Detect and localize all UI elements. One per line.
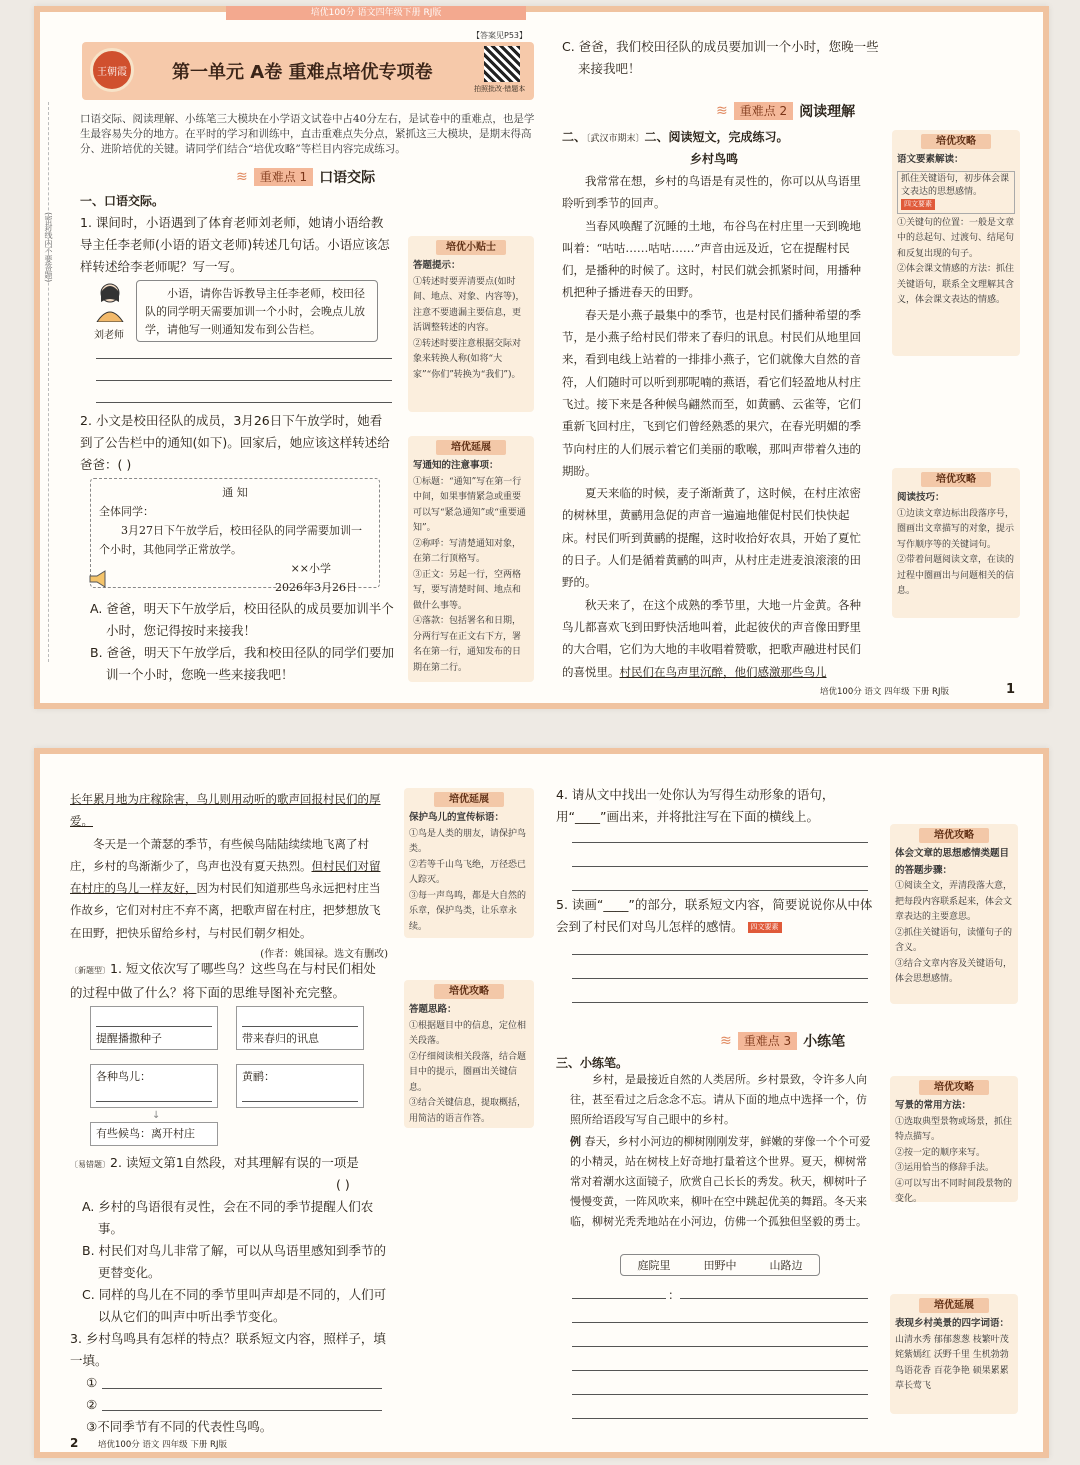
key-point-title: 阅读理解 <box>799 104 856 120</box>
extension-item: ③正文：另起一行，空两格写，要写清楚时间、地点和做什么事等。 <box>413 569 522 611</box>
notice-body: 3月27日下午放学后，校田径队的同学需要加训一个小时，其他同学正常放学。 <box>99 524 362 556</box>
key-point-title: 口语交际 <box>319 170 376 186</box>
question-2: 〔易错题〕2. 读短文第1自然段，对其理解有误的一项是 <box>70 1155 359 1170</box>
strategy-heading: 体会文章的思想感情类题目的答题步骤： <box>895 848 1010 876</box>
answer-line[interactable] <box>96 358 392 359</box>
location-option[interactable]: 庭院里 <box>637 1259 671 1272</box>
notice-title: 通 知 <box>222 486 248 499</box>
wave-icon: ≋ <box>720 1033 732 1049</box>
writing-prompt: 乡村，是最接近自然的人类居所。乡村景致，令许多人向往，甚至看过之后念念不忘。请从下面的地点中选择一个，仿照所给语段写写自己眼中的乡村。 <box>570 1073 867 1126</box>
key-point-tag: 重难点 3 <box>738 1032 797 1050</box>
word-list: 山清水秀 郁郁葱葱 枝繁叶茂 姹紫嫣红 沃野千里 生机勃勃 鸟语花香 百花争艳 硕果累累 草长莺飞 <box>895 1334 1009 1391</box>
location-options <box>620 1254 820 1276</box>
example-label: 例 <box>570 1135 581 1148</box>
paragraph: 秋天来了，在这个成熟的季节里，大地一片金黄。各种鸟儿都喜欢飞到田野快活地叫着，此起彼伏的声音像田野里的大合唱，它们为大地的丰收唱着赞歌，把歌声融进村民们的喜悦里。村民们在鸟声里沉醉，他们感激那些鸟儿 <box>562 597 861 679</box>
binding-line <box>48 102 49 662</box>
strategy-item: ①根据题目中的信息，定位相关段落。 <box>409 1020 527 1046</box>
strategy-heading: 阅读技巧： <box>897 492 945 503</box>
section-title: 一、口语交际。 <box>80 194 165 208</box>
answer-line[interactable] <box>102 1388 382 1389</box>
extension-item: ①标题：“通知”写在第一行中间，如果事情紧急或重要可以写“紧急通知”或“重要通知”。 <box>413 476 526 533</box>
extension-heading: 表现乡村美景的四字词语： <box>895 1318 1010 1329</box>
strategy-item: ②仔细阅读相关段落，结合题目中的提示，圈画出关键信息。 <box>409 1051 527 1093</box>
paragraph: 长年累月地为庄稼除害，鸟儿则用动听的歌声回报村民们的厚爱。 <box>70 792 381 829</box>
title-line[interactable] <box>572 1298 666 1299</box>
extension-heading: 保护鸟儿的宣传标语： <box>409 812 505 823</box>
extension-title: 培优延展 <box>919 1298 989 1313</box>
extension-item: ①鸟是人类的朋友，请保护鸟类。 <box>409 828 527 854</box>
blank-text: ③不同季节有不同的代表性鸟鸣。 <box>86 1419 273 1434</box>
strategy-item: ①边读文章边标出段落序号，圈画出文章描写的对象，提示写作顺序等的关键词句。 <box>897 508 1015 550</box>
footer: 培优100分 语文 四年级 下册 RJ版 <box>820 687 949 697</box>
extension-item: ③每一声鸟鸣，都是大自然的乐章，保护鸟类，让乐章永续。 <box>409 890 527 932</box>
location-option[interactable]: 田野中 <box>703 1259 737 1272</box>
wave-icon: ≋ <box>236 169 248 185</box>
strategy-item: ②抓住关键语句，读懂句子的含义。 <box>895 927 1013 953</box>
example-paragraph: 例 春天，乡村小河边的柳树刚刚发芽，鲜嫩的芽像一个个可爱的小精灵，站在树枝上好奇地打量着这个世界。夏天，柳树常常对着潮水这面镜子，欣赏自己长长的秀发。秋天，柳树叶子慢慢变黄，一阵风吹来，柳叶在空中跳起优美的舞蹈。冬天来临，柳树光秃秃地站在小河边，仿佛一个孤独但坚毅的勇士。 <box>570 1135 871 1228</box>
strategy-intro: 抓住关键语句，初步体会课文表达的思想感情。 四文要素 <box>897 171 1015 214</box>
margin-binding-text: (密封线内不要答题) <box>44 212 53 283</box>
extension-title: 培优延展 <box>436 440 506 455</box>
mindmap-node[interactable]: 提醒播撒种子 <box>90 1006 218 1050</box>
passage-continued <box>70 788 388 966</box>
answer-line[interactable] <box>572 890 868 891</box>
answer-line[interactable] <box>572 1418 868 1419</box>
strategy-item: ②带着问题阅读文章，在读的过程中圈画出与问题相关的信息。 <box>897 555 1015 596</box>
option-a[interactable]: A. 爸爸，明天下午放学后，校田径队的成员要加训半个小时，您记得按时来接我！ <box>90 601 394 638</box>
paragraph: 春天是小燕子最集中的季节，也是村民们播种希望的季节，是小燕子给村民们带来了春归的讯息。村民们从地里回来，看到电线上站着的一排排小燕子，它们就像大自然的音符，人们随时可以听到那呢喃的燕语，看它们轻盈地从村庄飞过。接下来是各种候鸟翩然而至，如黄鹂、云雀等，它们重新飞回村庄，飞到它们曾经熟悉的果穴，在春光明媚的季节向村庄的人们展示着它们美丽的歌喉，那叫声带着久违的期盼。 <box>562 307 861 478</box>
option-b[interactable]: B. 爸爸，明天下午放学后，我和校田径队的同学们要加训一个小时，您晚一些来接我吧！ <box>90 645 395 682</box>
key-point-2-heading <box>716 100 855 122</box>
question-tag: 〔易错题〕 <box>70 1160 110 1169</box>
mindmap-node[interactable]: 带来春归的讯息 <box>236 1006 364 1050</box>
extension-panel <box>404 788 534 938</box>
teacher-name: 刘老师 <box>94 330 124 341</box>
strategy-title: 培优攻略 <box>921 134 991 149</box>
question-1: 1. 课间时，小语遇到了体育老师刘老师，她请小语给教导主任李老师(小语的语文老师)转述几句话。小语应该怎样转述给李老师呢？写一写。 <box>80 215 390 274</box>
brand-logo: 王朝霞 <box>90 48 134 92</box>
strategy-title: 培优攻略 <box>919 1080 989 1095</box>
page-1 <box>34 6 1049 709</box>
answer-line[interactable] <box>572 1322 868 1323</box>
strategy-panel <box>890 1076 1018 1202</box>
element-tag: 四文要素 <box>748 922 782 933</box>
qr-caption: 拍照批改·错题本 <box>474 85 526 93</box>
option-a[interactable]: A. 乡村的鸟语很有灵性，会在不同的季节提醒人们农事。 <box>82 1199 374 1236</box>
strategy-heading: 语文要素解读： <box>897 154 964 165</box>
key-point-tag: 重难点 1 <box>254 168 313 186</box>
extension-panel <box>890 1294 1018 1414</box>
strategy-item: ①关键句的位置：一般是文章中的总起句、过渡句、结尾句和反复出现的句子。 <box>897 217 1015 259</box>
strategy-title: 培优攻略 <box>919 828 989 843</box>
extension-title: 培优延展 <box>434 792 504 807</box>
element-tag: 四文要素 <box>901 199 935 210</box>
option-c[interactable]: C. 同样的鸟儿在不同的季节里叫声却是不同的，人们可以从它们的叫声中听出季节变化。 <box>82 1287 387 1324</box>
blank-label: ② <box>86 1397 98 1412</box>
strategy-panel <box>892 468 1020 618</box>
answer-line[interactable] <box>680 1298 868 1299</box>
passage <box>562 170 872 683</box>
key-point-1-heading <box>236 166 375 188</box>
answer-line[interactable] <box>572 866 868 867</box>
strategy-item: ④可以写出不同时间段景物的变化。 <box>895 1178 1013 1204</box>
source-tag: 〔武汉市期末〕 <box>586 134 645 144</box>
answer-parentheses[interactable]: ( ) <box>336 1177 350 1192</box>
strategy-item: ②体会课文情感的方法：抓住关键语句，联系全文理解其含义，体会课文表达的情感。 <box>897 264 1015 305</box>
header-tab: 培优100分 语文四年级下册 RJ版 <box>226 6 526 20</box>
page-number: 2 <box>70 1436 79 1450</box>
megaphone-icon <box>88 570 110 588</box>
question-1: 〔新题型〕1. 短文依次写了哪些鸟？这些鸟在与村民们相处的过程中做了什么？将下面的思维导图补充完整。 <box>70 961 376 1000</box>
key-point-title: 小练笔 <box>803 1034 846 1050</box>
answer-line[interactable] <box>572 954 868 955</box>
teacher-avatar <box>92 280 128 322</box>
strategy-title: 培优攻略 <box>434 984 504 999</box>
title-banner <box>82 42 534 100</box>
answer-line[interactable] <box>102 1410 382 1411</box>
notice-greeting: 全体同学： <box>99 505 154 518</box>
byline: (作者：姚国禄。选文有删改) <box>260 949 388 961</box>
answer-line[interactable] <box>572 842 868 843</box>
qr-code-icon[interactable] <box>484 46 520 82</box>
section-2-line: 二、〔武汉市期末〕二、阅读短文，完成练习。 <box>562 130 789 144</box>
paragraph: 当春风唤醒了沉睡的土地，布谷鸟在村庄里一天到晚地叫着：“咕咕……咕咕……”声音由远及近，它在提醒村民们，是播种的时候了。这时，村民们就会抓紧时间，用播种机把种子播进春天的田野。 <box>562 218 861 300</box>
answer-line[interactable] <box>572 978 868 979</box>
strategy-panel <box>404 980 534 1128</box>
tips-heading: 答题提示： <box>413 260 461 271</box>
speech-bubble: 小语，请你告诉教导主任李老师，校田径队的同学明天需要加训一个小时，会晚点儿放学，请他写一则通知发布到公告栏。 <box>136 280 378 342</box>
notice-signature: ××小学 <box>290 562 331 575</box>
paragraph: 冬天是一个萧瑟的季节，有些候鸟陆陆续续地飞离了村庄，乡村的鸟渐渐少了，鸟声也没有夏天热烈。但村民们对留在村庄的鸟儿一样友好，因为村民们知道那些鸟永远把村庄当作故乡，它们对村庄不弃不离，把歌声留在村庄，把梦想放飞在田野，把快乐留给乡村，与村民们朝夕相处。 <box>70 836 381 940</box>
strategy-panel <box>892 130 1020 356</box>
extension-panel <box>408 436 534 682</box>
strategy-heading: 写景的常用方法： <box>895 1100 972 1111</box>
answer-line[interactable] <box>572 1394 868 1395</box>
question-3: 3. 乡村鸟鸣具有怎样的特点？联系短文内容，照样子，填一填。 <box>70 1331 386 1368</box>
tips-panel <box>408 236 534 412</box>
notice-box <box>90 478 380 594</box>
answer-line[interactable] <box>572 1370 868 1371</box>
answer-line[interactable] <box>572 1346 868 1347</box>
location-option[interactable]: 山路边 <box>769 1259 803 1272</box>
extension-item: ④落款：包括署名和日期，分两行写在正文右下方，署名在第一行，通知发布的日期在第二行。 <box>413 616 522 673</box>
answer-line[interactable] <box>96 380 392 381</box>
strategy-title: 培优攻略 <box>921 472 991 487</box>
notice-date: 2026年3月26日 <box>275 581 357 594</box>
extension-item: ②称呼：写清楚通知对象，在第二行顶格写。 <box>413 538 522 564</box>
paragraph: 我常常在想，乡村的鸟语是有灵性的，你可以从鸟语里聆听到季节的回声。 <box>562 174 861 211</box>
strategy-item: ①选取典型景物或场景，抓住特点描写。 <box>895 1116 1013 1142</box>
extension-item: ②若等千山鸟飞绝，万径恐已人踪灭。 <box>409 859 527 885</box>
passage-title: 乡村鸟鸣 <box>690 152 739 166</box>
page-number: 1 <box>1006 682 1016 697</box>
strategy-item: ③结合关键信息，提取概括，用简洁的语言作答。 <box>409 1098 527 1124</box>
wave-icon: ≋ <box>716 103 728 119</box>
section-title: 二、阅读短文，完成练习。 <box>644 130 789 144</box>
question-4: 4. 请从文中找出一处你认为写得生动形象的语句，用“____”画出来，并将批注写在下面的横线上。 <box>556 787 835 824</box>
paragraph: 夏天来临的时候，麦子渐渐黄了，这时候，在村庄浓密的树林里，黄鹂用急促的声音一遍遍地催促村民们快快起床。村民们听到黄鹂的提醒，这时收拾好农具，开始了夏忙的日子。人们是循着黄鹂的叫声，从村庄走进麦浪滚滚的田野的。 <box>562 486 861 590</box>
strategy-panel <box>890 824 1018 1004</box>
page-2: 长年累月地为庄稼除害，鸟儿则用动听的歌声回报村民们的厚爱。 冬天是一个萧瑟的季节，有些候鸟陆陆续续地飞离了村庄，乡村的鸟渐渐少了，鸟声也没有夏天热烈。但村民们对留在村庄的鸟儿一样友好，因为村民们知道那些鸟永远把村庄当作故乡，它们对村庄不弃不离，把歌声留在村庄，把梦想放飞在田野，把快乐留给乡村，与村民们朝夕相处。 (作者：姚国禄。选文有删改) 〔新题型〕1. 短文依次写了哪些鸟？这些鸟在与村民们相处的过程中做了什么？将下面的思维导图补充完整。 提醒播撒种子 带来春归的讯息 各种鸟儿： 黄鹂： ↓ 有些候鸟：离开村庄 〔易错题〕2. 读短文第1自然段，对其理解有误的一项是 ( ) A. 乡村的鸟语很有灵性，会在不同的季节提醒人们农事。 B. 村民们对鸟儿非常了解，可以从鸟语里感知到季节的更替变化。 C. 同样的鸟儿在不同的季节里叫声却是不同的，人们可以从它们的叫声中听出季节变化。 3. 乡村鸟鸣具有怎样的特点？联系短文内容，照样子，填一填。 ① ② ③不同季节有不同的代表性鸟鸣。 2 培优100分 语文 四年级 下册 RJ版 培优延展 保护鸟儿的宣传标语： ①鸟是人类的朋友，请保护鸟类。 ②若等千山鸟飞绝，万径恐已人踪灭。 ③每一声鸟鸣，都是大自然的乐章，保护鸟类，让乐章永续。 培优攻略 答题思路： ①根据题目中的信息，定位相关段落。 ②仔细阅读相关段落，结合题目中的提示，圈画出关键信息。 ③结合关键信息，提取概括，用简洁的语言作答。 4. 请从文中找出一处你认为写得生动形象的语句，用“____”画出来，并将批注写在下面的横线上。 5. 读画“____”的部分，联系短文内容，简要说说你从中体会到了村民们对鸟儿怎样的感情。 四文要素 ≋ 重难点 3 小练笔 三、小练笔。 乡村，是最接近自然的人类居所。乡村景致，令许多人向往，甚至看过之后念念不忘。请从下面的地点中选择一个，仿照所给语段写写自己眼中的乡村。 例 春天，乡村小河边的柳树刚刚发芽，鲜嫩的芽像一个个可爱的小精灵，站在树枝上好奇地打量着这个世界。夏天，柳树常常对着潮水这面镜子，欣赏自己长长的秀发。秋天，柳树叶子慢慢变黄，一阵风吹来，柳叶在空中跳起优美的舞蹈。冬天来临，柳树光秃秃地站在小河边，仿佛一个孤独但坚毅的勇士。 庭院里 田野中 山路边 ： 培优攻略 体会文章的思想感情类题目的答题步骤： ①阅读全文，弄清段落大意，把每段内容联系起来，体会文章表达的主要意思。 ②抓住关键语句，读懂句子的含义。 ③结合文章内容及关键语句，体会思想感情。 培优攻略 写景的常用方法： ①选取典型景物或场景，抓住特点描写。 ②按一定的顺序来写。 ③运用恰当的修辞手法。 ④可以写出不同时间段景物的变化。 培优延展 表现乡村美景的四字词语： 山清水秀 郁郁葱葱 枝繁叶茂 姹紫嫣红 沃野千里 生机勃勃 鸟语花香 百花争艳 硕果累累 草长莺飞 <box>34 748 1049 1458</box>
tips-title: 培优小贴士 <box>436 240 506 255</box>
mindmap-node: 有些候鸟：离开村庄 <box>90 1122 218 1146</box>
answer-line[interactable] <box>96 402 392 403</box>
strategy-item: ③运用恰当的修辞手法。 <box>895 1163 995 1173</box>
option-c[interactable]: C. 爸爸，我们校田径队的成员要加训一个小时，您晚一些来接我吧！ <box>562 39 879 76</box>
strategy-item: ③结合文章内容及关键语句，体会思想感情。 <box>895 958 1013 984</box>
key-point-3-heading <box>720 1030 845 1052</box>
section-title: 三、小练笔。 <box>556 1056 629 1070</box>
question-tag: 〔新题型〕 <box>70 966 110 975</box>
strategy-item: ②按一定的顺序来写。 <box>895 1147 986 1158</box>
question-5: 5. 读画“____”的部分，联系短文内容，简要说说你从中体会到了村民们对鸟儿怎样的感情。 四文要素 <box>556 897 873 934</box>
answer-line[interactable] <box>572 1002 868 1003</box>
arrow-down-icon: ↓ <box>152 1110 161 1121</box>
page-title: 第一单元 A卷 重难点培优专项卷 <box>172 62 433 83</box>
tip-item: ①转述时要弄清要点(如时间、地点、对象、内容等)，注意不要遗漏主要信息，更活调整转述的内容。 <box>413 276 525 333</box>
mindmap-node[interactable]: 各种鸟儿： <box>90 1064 218 1108</box>
option-b[interactable]: B. 村民们对鸟儿非常了解，可以从鸟语里感知到季节的更替变化。 <box>82 1243 387 1280</box>
key-point-tag: 重难点 2 <box>734 102 793 120</box>
footer: 培优100分 语文 四年级 下册 RJ版 <box>98 1440 227 1450</box>
strategy-item: ①阅读全文，弄清段落大意，把每段内容联系起来，体会文章表达的主要意思。 <box>895 881 1013 922</box>
blank-label: ① <box>86 1375 98 1390</box>
answer-reference: 【答案见P53】 <box>472 31 528 40</box>
question-2: 2. 小文是校田径队的成员，3月26日下午放学时，她看到了公告栏中的通知(如下)。回家后，她应该这样转述给爸爸：( ) <box>80 413 390 472</box>
intro-text: 口语交际、阅读理解、小练笔三大模块在小学语文试卷中占40分左右，是试卷中的重难点，也是学生最容易失分的地方。在平时的学习和训练中，直击重难点失分点，紧抓这三大模块，是期末得高分、进阶培优的关键。请同学们结合“培优攻略”等栏目内容完成练习。 <box>80 113 535 155</box>
mindmap-node[interactable]: 黄鹂： <box>236 1064 364 1108</box>
strategy-heading: 答题思路： <box>409 1004 457 1015</box>
extension-heading: 写通知的注意事项： <box>413 460 499 471</box>
tip-item: ②转述时要注意根据交际对象来转换人称(如将“大家”“你们”转换为“我们”)。 <box>413 338 522 380</box>
